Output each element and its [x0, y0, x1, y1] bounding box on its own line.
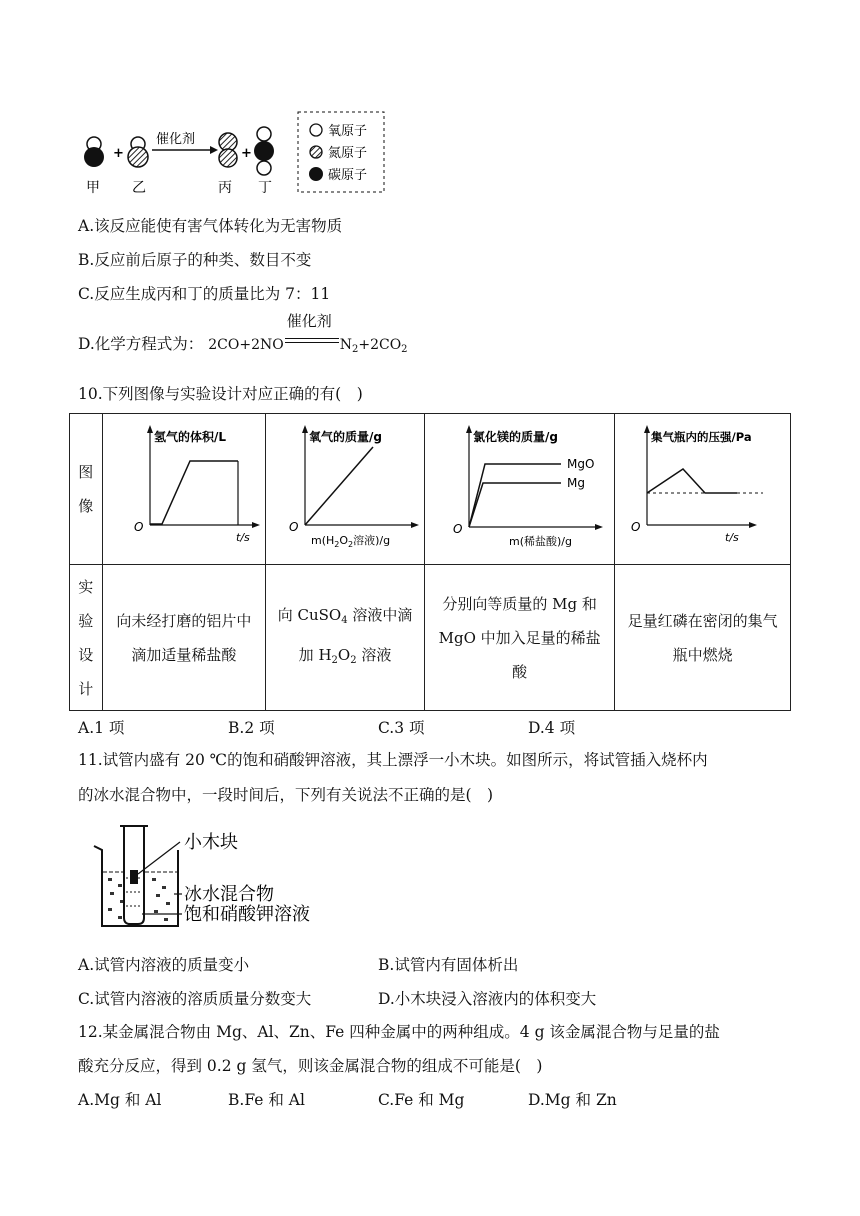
catalyst-label: 催化剂 — [156, 132, 196, 147]
legend-carbon: 碳原子 — [328, 168, 368, 183]
q11-option-c: C.试管内溶液的溶质质量分数变大 — [78, 990, 312, 1008]
design-4: 足量红磷在密闭的集气瓶中燃烧 — [627, 611, 778, 664]
graph-pressure — [617, 417, 789, 557]
molecule-ding — [254, 127, 274, 175]
svg-text:冰水混合物: 冰水混合物 — [184, 884, 274, 905]
equation-catalyst: 催化剂 — [286, 312, 332, 330]
q11-option-a: A.试管内溶液的质量变小 — [78, 956, 250, 974]
q12-option-c: C.Fe 和 Mg — [378, 1091, 465, 1109]
molecule-yi — [128, 137, 148, 167]
svg-text:氯化镁的质量/g: 氯化镁的质量/g — [472, 430, 558, 444]
label-bing: 丙 — [218, 180, 232, 196]
q9-option-c: C.反应生成丙和丁的质量比为 7：11 — [78, 285, 331, 303]
beaker-figure — [86, 820, 346, 932]
q11-option-b: B.试管内有固体析出 — [378, 956, 519, 974]
svg-text:t/s: t/s — [235, 531, 250, 544]
design-2: 向 CuSO$_4$ 溶液中滴加 $H_2O_2$ 溶液 — [277, 605, 413, 666]
row-label-design: 实 验 设 计 — [78, 577, 94, 698]
q10-option-c: C.3 项 — [378, 719, 425, 737]
option-d-prefix: D.化学方程式为： — [78, 335, 204, 353]
svg-text:Mg: Mg — [566, 476, 585, 490]
svg-text:+: + — [113, 146, 124, 161]
legend-oxygen: 氧原子 — [328, 124, 368, 139]
q10-table — [69, 413, 791, 711]
svg-text:集气瓶内的压强/Pa: 集气瓶内的压强/Pa — [650, 430, 752, 444]
q9-option-a: A.该反应能使有害气体转化为无害物质 — [78, 217, 343, 235]
svg-text:氧气的质量/g: 氧气的质量/g — [309, 430, 382, 444]
q10-option-d: D.4 项 — [528, 719, 576, 737]
molecule-jia — [84, 137, 104, 167]
row-label-graph: 图 像 — [78, 463, 94, 515]
svg-text:+: + — [241, 146, 252, 161]
reaction-diagram — [76, 108, 396, 198]
equation-rhs: $N_2+2CO_2$ — [339, 337, 408, 355]
label-yi: 乙 — [132, 180, 146, 196]
molecule-bing — [219, 133, 237, 167]
q12-stem-line1: 12.某金属混合物由 Mg、Al、Zn、Fe 四种金属中的两种组成。4 g 该金属混合物与足量的盐 — [78, 1023, 720, 1041]
q12-option-d: D.Mg 和 Zn — [528, 1091, 617, 1109]
svg-text:m(H2O2溶液)/g: $m(H_2O_2$溶液)/g — [311, 534, 391, 549]
svg-text:小木块: 小木块 — [184, 832, 238, 853]
label-ding: 丁 — [258, 180, 272, 196]
q9-option-d — [78, 312, 408, 355]
q12-option-a: A.Mg 和 Al — [78, 1091, 162, 1109]
q10-stem: 10.下列图像与实验设计对应正确的有( ) — [78, 385, 363, 403]
svg-text:饱和硝酸钾溶液: 饱和硝酸钾溶液 — [184, 904, 310, 925]
q10-option-a: A.1 项 — [78, 719, 125, 737]
graph-cell-3 — [424, 414, 614, 565]
equation-arrow — [285, 312, 339, 346]
graph-magnesium-chloride — [427, 417, 613, 557]
label-jia: 甲 — [86, 180, 100, 196]
q9-option-b: B.反应前后原子的种类、数目不变 — [78, 251, 312, 269]
graph-cell-4 — [615, 414, 791, 565]
svg-text:O: O — [289, 520, 299, 534]
svg-text:O: O — [452, 522, 463, 536]
q12-option-b: B.Fe 和 Al — [228, 1091, 305, 1109]
design-3: 分别向等质量的 Mg 和 MgO 中加入足量的稀盐酸 — [438, 594, 601, 681]
equation-lhs: 2CO+2NO — [208, 337, 284, 353]
graph-cell-2 — [266, 414, 425, 565]
graph-hydrogen — [104, 417, 264, 557]
q10-option-b: B.2 项 — [228, 719, 275, 737]
svg-text:m(稀盐酸)/g: m(稀盐酸)/g — [508, 535, 572, 548]
svg-text:MgO: MgO — [566, 457, 595, 471]
q12-stem-line2: 酸充分反应，得到 0.2 g 氢气，则该金属混合物的组成不可能是( ) — [78, 1057, 543, 1075]
legend-nitrogen: 氮原子 — [328, 146, 368, 161]
q11-stem-line2: 的冰水混合物中，一段时间后，下列有关说法不正确的是( ) — [78, 786, 494, 804]
q11-stem-line1: 11.试管内盛有 20 ℃的饱和硝酸钾溶液，其上漂浮一小木块。如图所示，将试管插入烧杯内 — [78, 751, 708, 769]
graph-cell-1 — [102, 414, 266, 565]
design-1: 向未经打磨的铝片中滴加适量稀盐酸 — [116, 611, 252, 664]
svg-text:O: O — [133, 520, 144, 534]
svg-text:t/s: t/s — [724, 531, 739, 544]
svg-text:O: O — [630, 520, 641, 534]
graph-oxygen — [267, 417, 423, 557]
q11-option-d: D.小木块浸入溶液内的体积变大 — [378, 990, 597, 1008]
svg-text:氢气的体积/L: 氢气的体积/L — [153, 430, 226, 444]
